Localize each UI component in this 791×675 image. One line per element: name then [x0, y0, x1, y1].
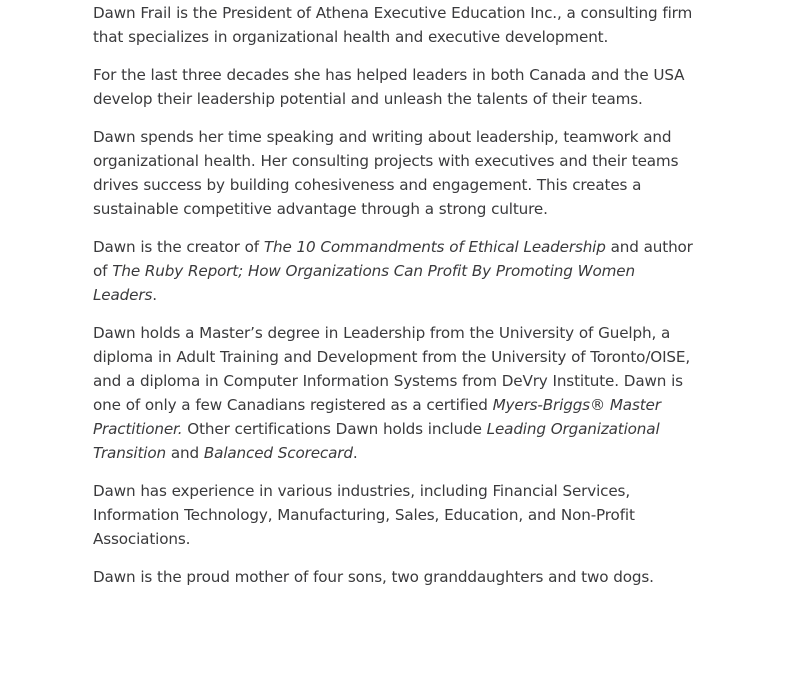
text-run: Dawn is the proud mother of four sons, two granddaughters and two dogs.: [93, 568, 654, 586]
italic-title-run: The Ruby Report; How Organizations Can Profit By Promoting Women Leaders: [93, 262, 635, 304]
text-run: Dawn is the creator of: [93, 238, 264, 256]
text-run: For the last three decades she has helped leaders in both Canada and the USA develop their leadership potential and unleash the talents of their teams.: [93, 66, 685, 108]
italic-title-run: Balanced Scorecard: [203, 444, 353, 462]
paragraph-family: [93, 565, 699, 589]
italic-title-run: Myers-Briggs® Master Practitioner.: [93, 396, 661, 438]
paragraph-experience-decades: [93, 63, 699, 111]
paragraph-authorship: [93, 235, 699, 307]
text-run: Dawn Frail is the President of Athena Executive Education Inc., a consulting firm that specializes in organizational health and executive development.: [93, 4, 693, 46]
paragraph-speaking-writing: [93, 125, 699, 221]
italic-title-run: Leading Organizational Transition: [93, 420, 660, 462]
document-body: [93, 0, 699, 603]
paragraph-industries: [93, 479, 699, 551]
italic-title-run: The 10 Commandments of Ethical Leadership: [263, 238, 606, 256]
paragraph-intro: [93, 1, 699, 49]
text-run: Dawn holds a Master’s degree in Leadership from the University of Guelph, a diploma in Adult Training and Development from the University of Toronto/OISE, and a diploma in Computer Information Systems from DeVry Institute. Dawn is one of only a few Canadians registered as a certified: [93, 324, 691, 414]
text-run: Dawn has experience in various industries, including Financial Services, Information Technology, Manufacturing, Sales, Education, and Non-Profit Associations.: [93, 482, 635, 548]
text-run: Other certifications Dawn holds include: [182, 420, 487, 438]
text-run: and: [166, 444, 204, 462]
paragraph-education-certifications: [93, 321, 699, 465]
text-run: .: [152, 286, 157, 304]
text-run: and author of: [93, 238, 693, 280]
text-run: .: [352, 444, 358, 462]
text-run: Dawn spends her time speaking and writing about leadership, teamwork and organizational health. Her consulting projects with executives and their teams drives success by building cohesiveness and engagement. This creates a sustainable competitive advantage through a strong culture.: [93, 128, 679, 218]
